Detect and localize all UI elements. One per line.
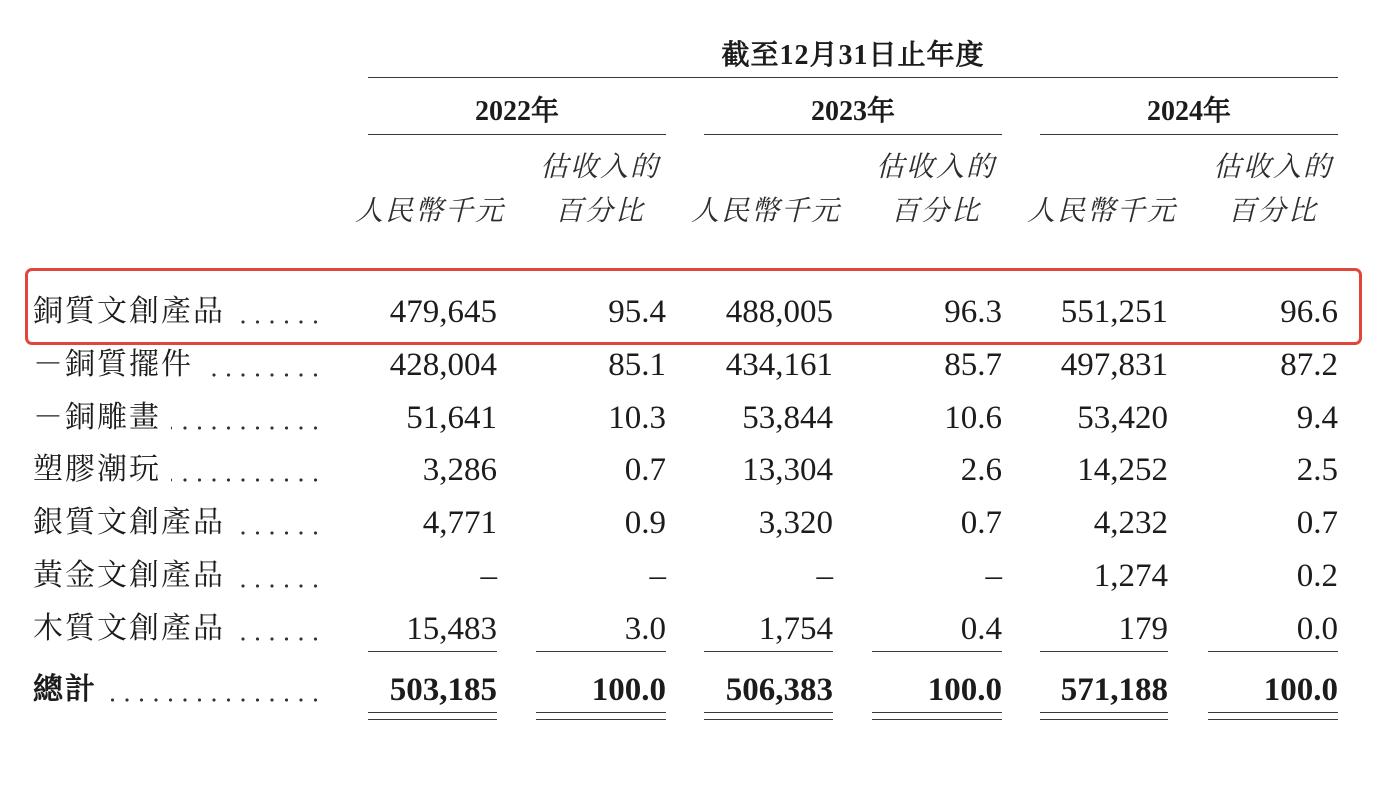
cell-amount-2024: 571,188 xyxy=(1060,672,1168,708)
row-label-cell xyxy=(33,609,322,649)
cell-pct-2023: 100.0 xyxy=(927,672,1002,708)
total-double-rule-bottom xyxy=(704,719,833,720)
pct-header-line2-2022: 百分比 xyxy=(554,196,645,227)
cell-pct-2023: – xyxy=(985,558,1002,594)
cell-amount-2024: 1,274 xyxy=(1093,558,1168,594)
dot-leader xyxy=(235,584,322,588)
subtotal-rule xyxy=(872,651,1002,652)
cell-amount-2024: 4,232 xyxy=(1093,505,1168,541)
cell-amount-2022: 3,286 xyxy=(422,452,497,488)
row-label: 木質文創產品 xyxy=(33,612,225,645)
period-header: 截至12月31日止年度 xyxy=(721,40,985,71)
amount-header-2022: 人民幣千元 xyxy=(354,196,505,227)
table-row xyxy=(0,609,1399,649)
cell-pct-2023: 85.7 xyxy=(944,347,1002,383)
year-rule-2022 xyxy=(368,134,666,135)
cell-amount-2023: 13,304 xyxy=(742,452,833,488)
dot-leader xyxy=(235,531,322,535)
cell-pct-2022: 10.3 xyxy=(608,400,666,436)
year-rule-2023 xyxy=(704,134,1002,135)
cell-amount-2022: 15,483 xyxy=(406,611,497,647)
cell-amount-2022: 479,645 xyxy=(389,294,497,330)
dot-leader xyxy=(235,637,322,641)
total-double-rule-top xyxy=(1040,712,1168,713)
total-double-rule-bottom xyxy=(368,719,497,720)
cell-amount-2023: 434,161 xyxy=(725,347,833,383)
subtotal-rule xyxy=(368,651,497,652)
cell-amount-2022: 428,004 xyxy=(389,347,497,383)
cell-pct-2023: 0.7 xyxy=(960,505,1002,541)
cell-amount-2023: 1,754 xyxy=(758,611,833,647)
cell-pct-2022: 0.7 xyxy=(624,452,666,488)
cell-amount-2024: 551,251 xyxy=(1060,294,1168,330)
total-double-rule-top xyxy=(1208,712,1338,713)
table-row xyxy=(0,503,1399,543)
total-double-rule-bottom xyxy=(872,719,1002,720)
row-label-cell xyxy=(33,398,322,438)
table-row xyxy=(0,556,1399,596)
row-label-cell xyxy=(33,670,322,710)
total-double-rule-top xyxy=(704,712,833,713)
cell-amount-2024: 497,831 xyxy=(1060,347,1168,383)
cell-pct-2023: 10.6 xyxy=(944,400,1002,436)
cell-pct-2024: 0.0 xyxy=(1296,611,1338,647)
year-header-2023: 2023年 xyxy=(810,96,895,127)
cell-pct-2024: 9.4 xyxy=(1296,400,1338,436)
cell-pct-2022: 95.4 xyxy=(608,294,666,330)
cell-pct-2024: 0.2 xyxy=(1296,558,1338,594)
cell-amount-2022: 4,771 xyxy=(422,505,497,541)
subtotal-rule xyxy=(1040,651,1168,652)
cell-pct-2024: 87.2 xyxy=(1280,347,1338,383)
total-double-rule-top xyxy=(872,712,1002,713)
cell-amount-2023: 3,320 xyxy=(758,505,833,541)
cell-pct-2023: 0.4 xyxy=(960,611,1002,647)
subtotal-rule xyxy=(536,651,666,652)
total-double-rule-bottom xyxy=(1040,719,1168,720)
highlight-box xyxy=(25,268,1362,345)
row-label: 銀質文創產品 xyxy=(33,506,225,539)
cell-amount-2023: 53,844 xyxy=(742,400,833,436)
cell-amount-2022: 503,185 xyxy=(389,672,497,708)
dot-leader xyxy=(107,698,322,702)
cell-pct-2024: 100.0 xyxy=(1263,672,1338,708)
total-double-rule-top xyxy=(368,712,497,713)
dot-leader xyxy=(203,373,322,377)
cell-pct-2022: 3.0 xyxy=(624,611,666,647)
row-label: －銅質擺件 xyxy=(33,348,193,381)
pct-header-line2-2024: 百分比 xyxy=(1227,196,1318,227)
total-double-rule-bottom xyxy=(536,719,666,720)
cell-amount-2023: 488,005 xyxy=(725,294,833,330)
cell-pct-2024: 96.6 xyxy=(1280,294,1338,330)
cell-amount-2022: 51,641 xyxy=(406,400,497,436)
amount-header-2023: 人民幣千元 xyxy=(690,196,841,227)
row-label: 塑膠潮玩 xyxy=(33,453,161,486)
cell-amount-2024: 53,420 xyxy=(1077,400,1168,436)
subtotal-rule xyxy=(704,651,833,652)
period-header-rule xyxy=(368,77,1338,78)
total-label: 總計 xyxy=(33,673,97,706)
cell-amount-2023: – xyxy=(816,558,833,594)
cell-pct-2023: 96.3 xyxy=(944,294,1002,330)
cell-amount-2022: – xyxy=(480,558,497,594)
row-label: 黃金文創產品 xyxy=(33,559,225,592)
pct-header-line1-2023: 估收入的 xyxy=(875,152,996,183)
total-row xyxy=(0,670,1399,710)
table-row xyxy=(0,345,1399,385)
row-label: 銅質文創產品 xyxy=(33,295,225,328)
cell-pct-2024: 0.7 xyxy=(1296,505,1338,541)
cell-pct-2022: 85.1 xyxy=(608,347,666,383)
table-row xyxy=(0,398,1399,438)
dot-leader xyxy=(171,478,322,482)
year-header-2022: 2022年 xyxy=(474,96,559,127)
row-label-cell xyxy=(33,345,322,385)
year-header-2024: 2024年 xyxy=(1146,96,1231,127)
table-row xyxy=(0,450,1399,490)
cell-amount-2024: 14,252 xyxy=(1077,452,1168,488)
total-double-rule-top xyxy=(536,712,666,713)
total-double-rule-bottom xyxy=(1208,719,1338,720)
subtotal-rule xyxy=(1208,651,1338,652)
row-label-cell xyxy=(33,503,322,543)
cell-pct-2024: 2.5 xyxy=(1296,452,1338,488)
year-rule-2024 xyxy=(1040,134,1338,135)
cell-amount-2024: 179 xyxy=(1118,611,1168,647)
cell-pct-2023: 2.6 xyxy=(960,452,1002,488)
row-label-cell xyxy=(33,450,322,490)
dot-leader xyxy=(171,426,322,430)
cell-pct-2022: 100.0 xyxy=(591,672,666,708)
cell-pct-2022: 0.9 xyxy=(624,505,666,541)
pct-header-line1-2022: 估收入的 xyxy=(539,152,660,183)
cell-amount-2023: 506,383 xyxy=(725,672,833,708)
amount-header-2024: 人民幣千元 xyxy=(1026,196,1177,227)
pct-header-line2-2023: 百分比 xyxy=(890,196,981,227)
row-label-cell xyxy=(33,556,322,596)
row-label: －銅雕畫 xyxy=(33,401,161,434)
cell-pct-2022: – xyxy=(649,558,666,594)
pct-header-line1-2024: 估收入的 xyxy=(1212,152,1333,183)
